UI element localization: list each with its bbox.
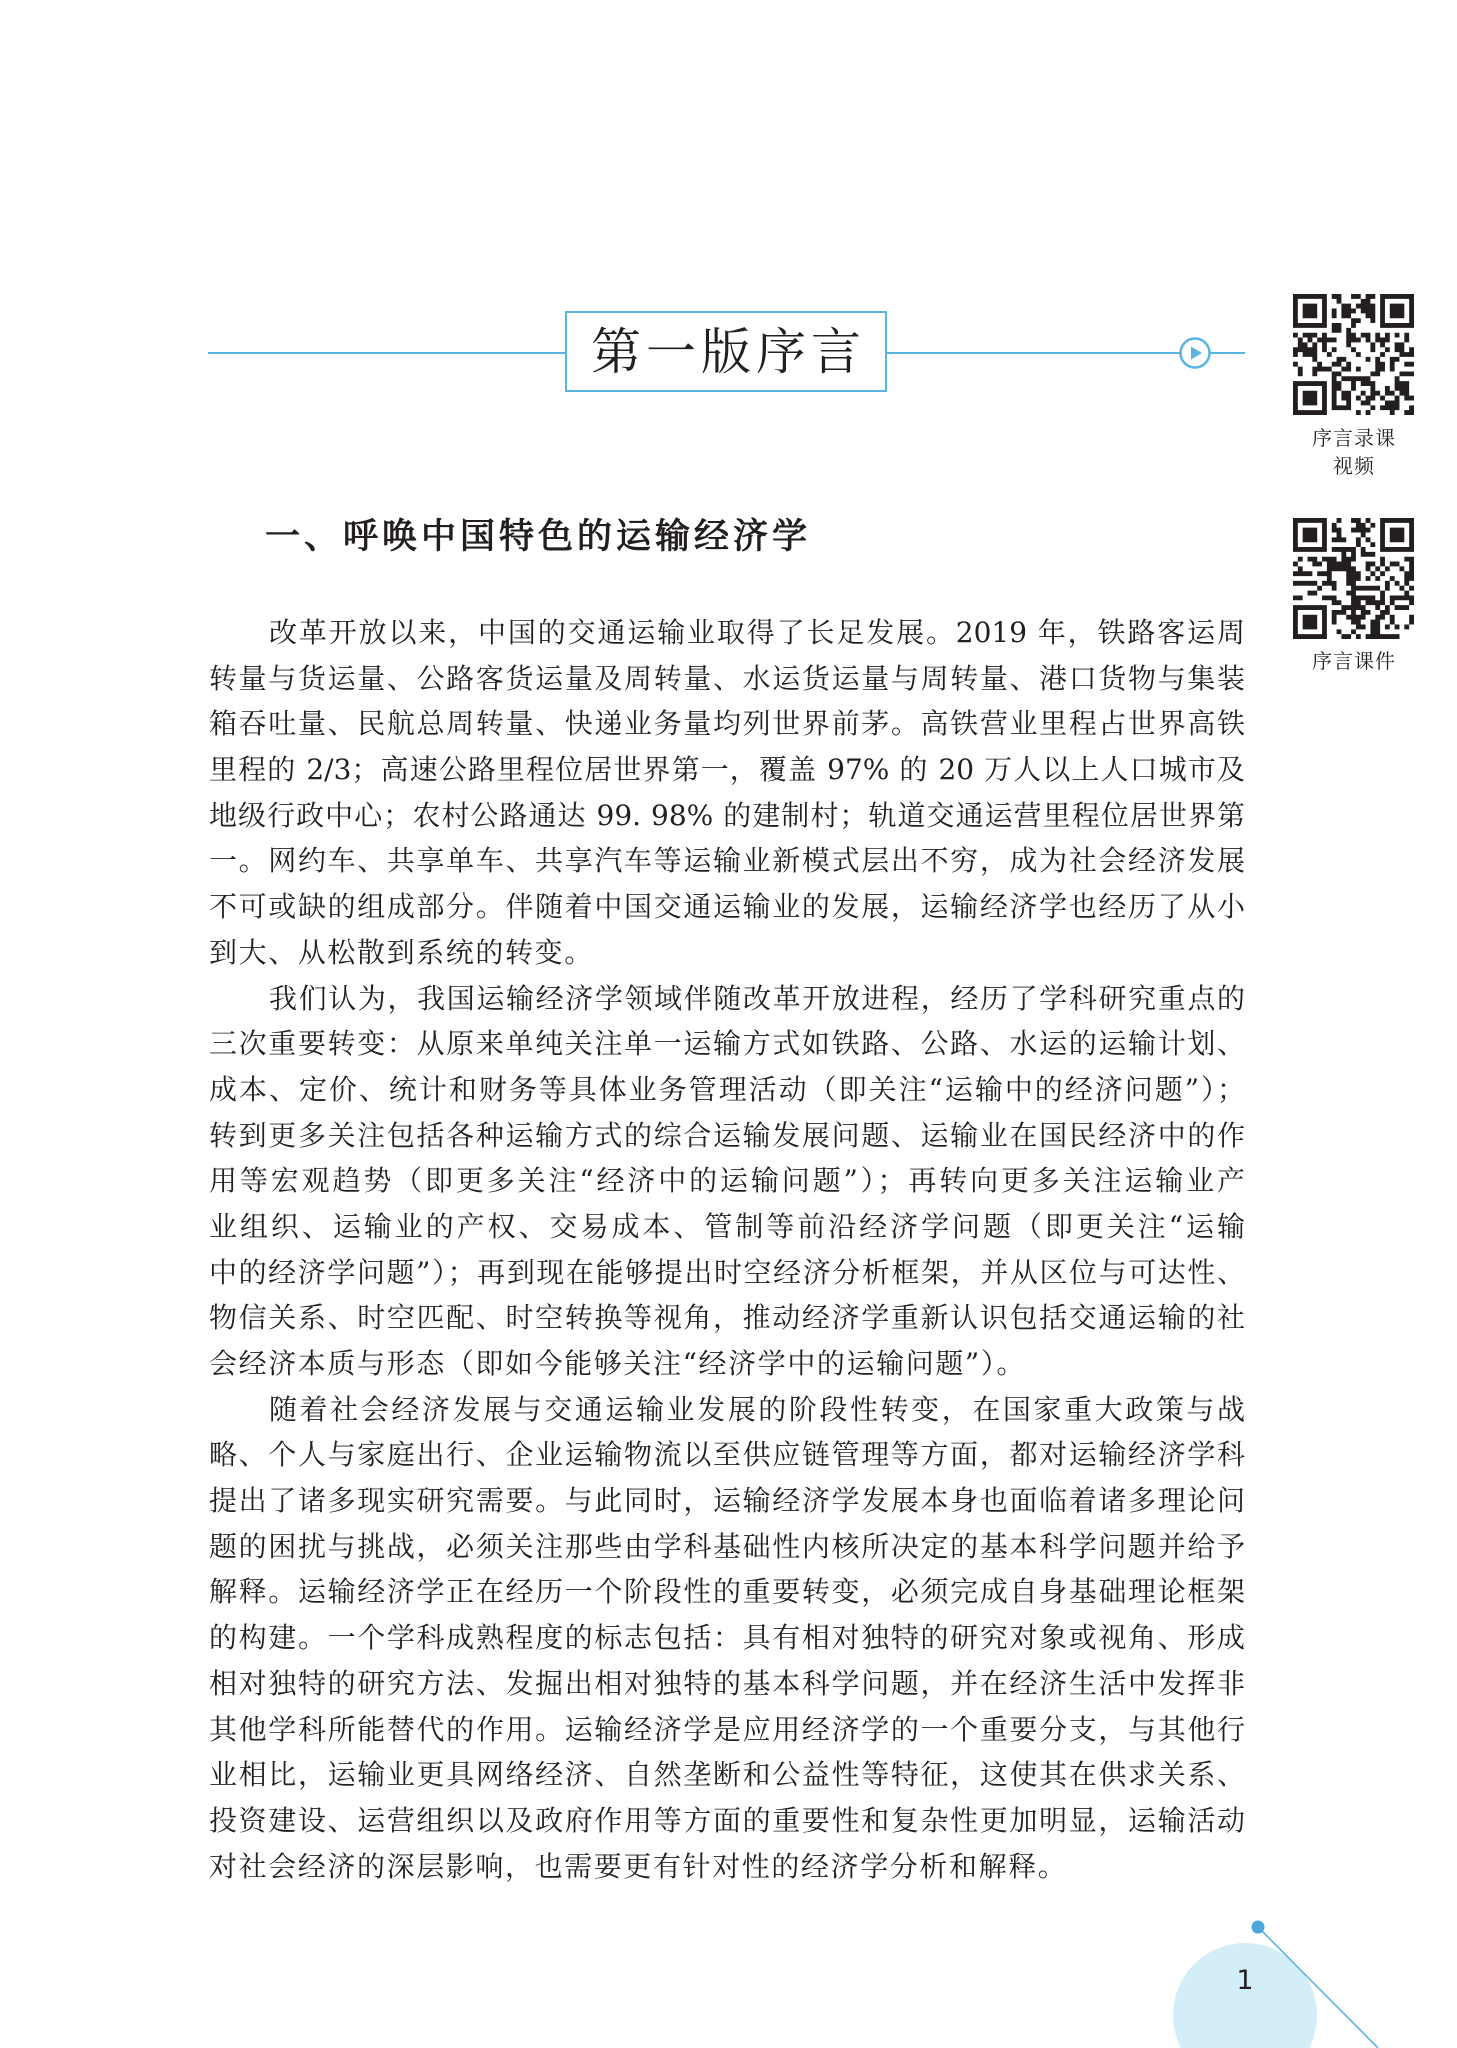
- qr-caption-video: [1274, 424, 1434, 480]
- page-number: 1: [1236, 1965, 1254, 1996]
- paragraph: [209, 976, 1245, 1387]
- body-line: 的构建。一个学科成熟程度的标志包括：具有相对独特的研究对象或视角、形成: [209, 1621, 1245, 1655]
- body-line: 随着社会经济发展与交通运输业发展的阶段性转变，在国家重大政策与战: [269, 1392, 1245, 1426]
- qr-code-icon: [1293, 518, 1414, 639]
- body-line: 用等宏观趋势（即更多关注“经济中的运输问题”）；再转向更多关注运输业产: [209, 1164, 1245, 1198]
- qr-code-icon: [1293, 294, 1414, 415]
- body-line: 到大、从松散到系统的转变。: [209, 935, 594, 969]
- paragraph: [209, 610, 1245, 976]
- qr-caption-line: 序言课件: [1312, 649, 1396, 673]
- qr-caption-line: 视频: [1333, 454, 1375, 478]
- play-circle-icon[interactable]: [1178, 336, 1212, 370]
- page-title: 第一版序言: [591, 322, 866, 381]
- body-line: 一。网约车、共享单车、共享汽车等运输业新模式层出不穷，成为社会经济发展: [209, 844, 1245, 878]
- body-line: 会经济本质与形态（即如今能够关注“经济学中的运输问题”）。: [209, 1347, 1027, 1380]
- body-line: 我们认为，我国运输经济学领域伴随改革开放进程，经历了学科研究重点的: [269, 981, 1245, 1015]
- body-text: [209, 610, 1245, 1889]
- qr-caption-slides: [1274, 647, 1434, 675]
- body-line: 题的困扰与挑战，必须关注那些由学科基础性内核所决定的基本科学问题并给予: [209, 1529, 1245, 1563]
- qr-caption-line: 序言录课: [1312, 426, 1396, 450]
- body-line: 里程的 2/3；高速公路里程位居世界第一，覆盖 97% 的 20 万人以上人口城市及: [209, 753, 1245, 787]
- corner-dot: [1252, 1921, 1265, 1934]
- body-line: 其他学科所能替代的作用。运输经济学是应用经济学的一个重要分支，与其他行: [209, 1712, 1245, 1746]
- body-line: 成本、定价、统计和财务等具体业务管理活动（即关注“运输中的经济问题”）；: [209, 1072, 1245, 1106]
- body-line: 业组织、运输业的产权、交易成本、管制等前沿经济学问题（即更关注“运输: [209, 1209, 1245, 1243]
- body-line: 对社会经济的深层影响，也需要更有针对性的经济学分析和解释。: [209, 1849, 1068, 1883]
- body-line: 转量与货运量、公路客货运量及周转量、水运货运量与周转量、港口货物与集装: [209, 661, 1245, 695]
- body-line: 转到更多关注包括各种运输方式的综合运输发展问题、运输业在国民经济中的作: [209, 1118, 1245, 1152]
- body-line: 提出了诸多现实研究需要。与此同时，运输经济学发展本身也面临着诸多理论问: [209, 1484, 1245, 1518]
- body-line: 业相比，运输业更具网络经济、自然垄断和公益性等特征，这使其在供求关系、: [209, 1758, 1245, 1792]
- paragraph: [209, 1387, 1245, 1890]
- body-line: 相对独特的研究方法、发掘出相对独特的基本科学问题，并在经济生活中发挥非: [209, 1666, 1245, 1700]
- body-line: 略、个人与家庭出行、企业运输物流以至供应链管理等方面，都对运输经济学科: [209, 1438, 1245, 1472]
- body-line: 中的经济学问题”）；再到现在能够提出时空经济分析框架，并从区位与可达性、: [209, 1255, 1245, 1289]
- body-line: 地级行政中心；农村公路通达 99. 98% 的建制村；轨道交通运营里程位居世界第: [209, 798, 1245, 832]
- section-heading: 一、呼唤中国特色的运输经济学: [265, 517, 812, 557]
- body-line: 箱吞吐量、民航总周转量、快递业务量均列世界前茅。高铁营业里程占世界高铁: [209, 707, 1245, 741]
- body-line: 投资建设、运营组织以及政府作用等方面的重要性和复杂性更加明显，运输活动: [209, 1803, 1245, 1837]
- body-line: 物信关系、时空匹配、时空转换等视角，推动经济学重新认识包括交通运输的社: [209, 1301, 1245, 1335]
- body-line: 不可或缺的组成部分。伴随着中国交通运输业的发展，运输经济学也经历了从小: [209, 890, 1245, 924]
- title-box: [565, 311, 887, 392]
- body-line: 解释。运输经济学正在经历一个阶段性的重要转变，必须完成自身基础理论框架: [209, 1575, 1245, 1609]
- body-line: 改革开放以来，中国的交通运输业取得了长足发展。2019 年，铁路客运周: [269, 616, 1245, 649]
- body-line: 三次重要转变：从原来单纯关注单一运输方式如铁路、公路、水运的运输计划、: [209, 1027, 1245, 1061]
